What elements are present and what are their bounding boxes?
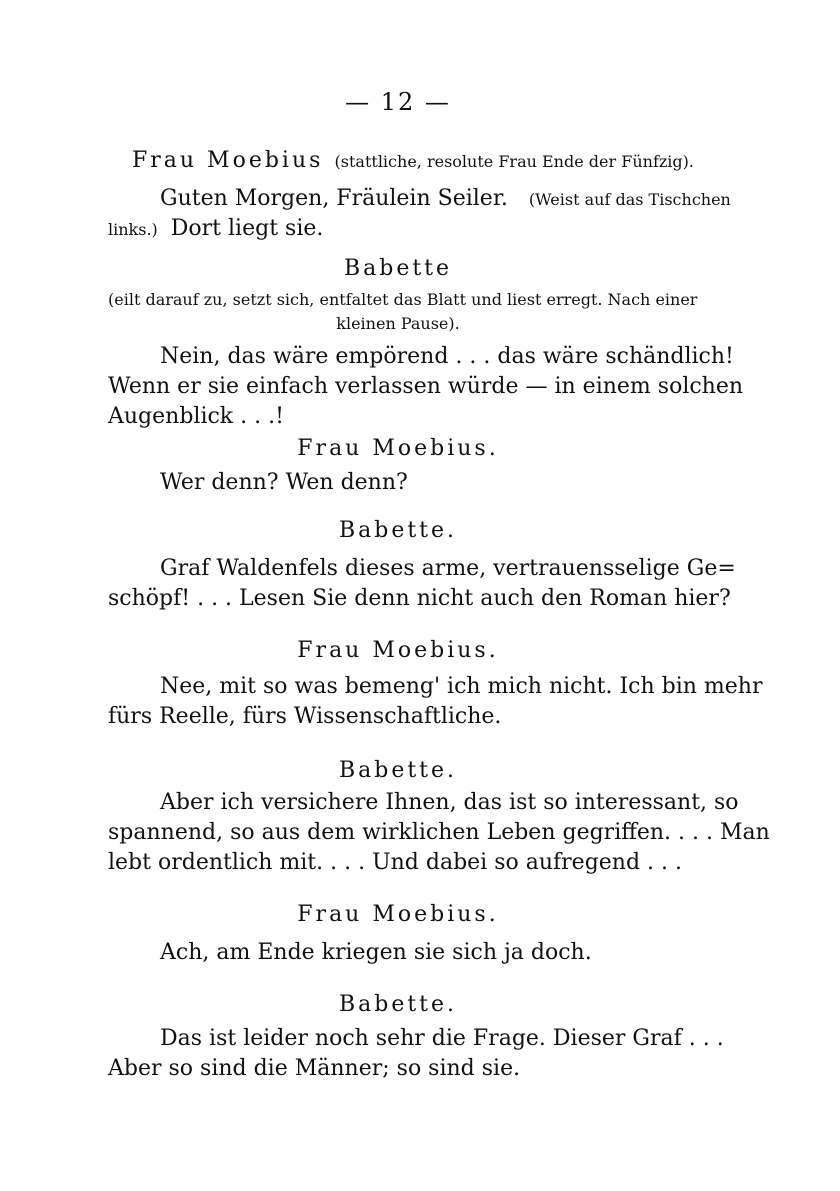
speaker-name: Frau Moebius. bbox=[297, 638, 499, 663]
stage-direction: kleinen Pause). bbox=[336, 314, 460, 333]
dialogue-line: lebt ordentlich mit. . . . Und dabei so aufregend . . . bbox=[108, 850, 683, 875]
dialogue-text: Dort liegt sie. bbox=[170, 216, 324, 241]
dialogue-line: Wer denn? Wen denn? bbox=[160, 470, 408, 495]
dialogue-line: Augenblick . . .! bbox=[108, 404, 284, 429]
dialogue-line: spannend, so aus dem wirklichen Leben gegriffen. . . . Man bbox=[108, 820, 770, 845]
dialogue-line: Aber so sind die Männer; so sind sie. bbox=[108, 1056, 521, 1081]
dialogue-line: Das ist leider noch sehr die Frage. Dieser Graf . . . bbox=[160, 1026, 724, 1051]
speaker-name: Frau Moebius bbox=[132, 148, 324, 173]
stage-direction: (stattliche, resolute Frau Ende der Fünfzig). bbox=[334, 152, 694, 171]
dialogue-line: Nee, mit so was bemeng' ich mich nicht. Ich bin mehr bbox=[160, 674, 763, 699]
dialogue-line bbox=[160, 186, 731, 211]
stage-direction: (Weist auf das Tischchen bbox=[528, 190, 731, 209]
speaker-name: Frau Moebius. bbox=[297, 902, 499, 927]
dialogue-line: Wenn er sie einfach verlassen würde — in einem solchen bbox=[108, 374, 744, 399]
stage-direction: (eilt darauf zu, setzt sich, entfaltet das Blatt und liest erregt. Nach einer bbox=[108, 290, 698, 309]
dialogue-line bbox=[108, 216, 323, 241]
speaker-name: Frau Moebius. bbox=[297, 436, 499, 461]
dialogue-line: Ach, am Ende kriegen sie sich ja doch. bbox=[160, 940, 592, 965]
dialogue-line: fürs Reelle, fürs Wissenschaftliche. bbox=[108, 704, 502, 729]
speaker-name: Babette bbox=[343, 256, 453, 281]
speaker-name: Babette. bbox=[338, 518, 458, 543]
speaker-intro-line bbox=[132, 148, 694, 173]
dialogue-line: Nein, das wäre empörend . . . das wäre schändlich! bbox=[160, 344, 734, 369]
speaker-name: Babette. bbox=[338, 992, 458, 1017]
dialogue-line: schöpf! . . . Lesen Sie denn nicht auch den Roman hier? bbox=[108, 586, 731, 611]
dialogue-line: Graf Waldenfels dieses arme, vertrauensselige Ge= bbox=[160, 556, 736, 581]
dialogue-line: Aber ich versichere Ihnen, das ist so interessant, so bbox=[160, 790, 739, 815]
dialogue-text: Guten Morgen, Fräulein Seiler. bbox=[160, 186, 508, 211]
stage-direction: links.) bbox=[108, 220, 158, 239]
speaker-name: Babette. bbox=[338, 758, 458, 783]
page-number: — 12 — bbox=[345, 88, 451, 116]
